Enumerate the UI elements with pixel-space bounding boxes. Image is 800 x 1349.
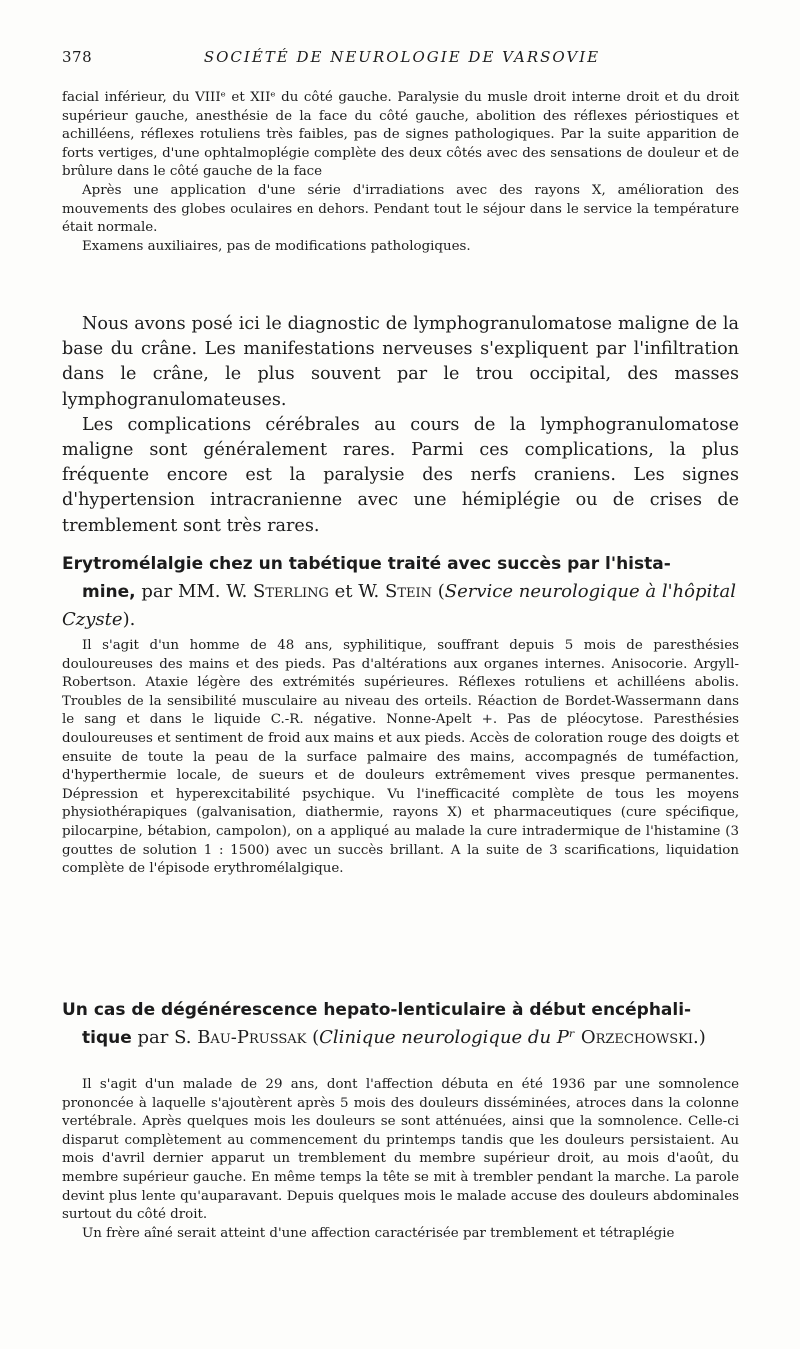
article2-service: Clinique neurologique du Pʳ: [319, 1027, 581, 1048]
article1-author-1: Sterling: [253, 581, 329, 602]
discussion: [62, 312, 739, 539]
article2-title-tail: tique: [82, 1028, 132, 1048]
article1-title-tail: mine,: [82, 582, 136, 602]
article2-title-main: Un cas de dégénérescence hepato-lenticulaire à début encéphali-: [62, 1000, 692, 1020]
article2-paragraph: Un frère aîné serait atteint d'une affection caractérisée par tremblement et tétraplégie: [82, 1225, 675, 1241]
article1-paragraph: Il s'agit d'un homme de 48 ans, syphilitique, souffrant depuis 5 mois de paresthésies douloureuses des mains et des pieds. Pas d'altérations aux organes internes. Anisocorie. Argyll-Robertson. Ataxie légère des extrémités supérieures. Réflexes rotuliens et achilléens abolis. Troubles de la sensibilité musculaire au niveau des orteils. Réaction de Bordet-Wassermann dans le sang et dans le liquide C.-R. négative. Nonne-Apelt +. Pas de pléocytose. Paresthésies douloureuses et sentiment de froid aux mains et aux pieds. Accès de coloration rouge des doigts et ensuite de toute la peau de la surface palmaire des mains, accompagnés de tuméfaction, d'hyperthermie locale, de sueurs et de douleurs extrêmement vives presque permanentes. Dépression et hyperexcitabilité psychique. Vu l'inefficacité complète de tous les moyens physiothérapiques (galvanisation, diathermie, rayons X) et pharmaceutiques (cure spécifique, pilocarpine, bétabion, campolon), on a appliqué au malade la cure intradermique de l'histamine (3 gouttes de solution 1 : 1500) avec un succès brillant. A la suite de 3 scarifications, liquidation complète de l'épisode erythromélalgique.: [62, 638, 739, 877]
article2-title: Un cas de dégénérescence hepato-lenticulaire à début encéphali- tique par S. Bau-Prussak (Clinique neurologique du Pʳ Orzechowski.): [62, 1000, 706, 1048]
discussion-paragraph: Nous avons posé ici le diagnostic de lymphogranulomatose maligne de la base du crâne. Les manifestations nerveuses s'expliquent par l'infiltration dans le crâne, le plus souvent par le trou occipital, des masses lymphogranulomateuses.: [62, 314, 739, 410]
article2-author: Bau-Prussak: [197, 1027, 307, 1048]
discussion-paragraph: Les complications cérébrales au cours de la lymphogranulomatose maligne sont généralement rares. Parmi ces complications, la plus fréquente encore est la paralysie des nerfs craniens. Les signes d'hypertension intracranienne avec une hémiplégie ou de crises de tremblement sont très rares.: [62, 414, 739, 536]
article1-title: Erytromélalgie chez un tabétique traité avec succès par l'hista- mine, par MM. W. Sterling et W. Stein (Service neurologique à l'hôpital Czyste).: [62, 554, 736, 630]
article2-paragraph: Il s'agit d'un malade de 29 ans, dont l'affection débuta en été 1936 par une somnolence prononcée à laquelle s'ajoutèrent après 5 mois des douleurs disséminées, atroces dans la colonne vertébrale. Après quelques mois les douleurs se sont atténuées, ainsi que la somnolence. Celle-ci disparut complètement au commencement du printemps tandis que les douleurs persistaient. Au mois d'avril dernier apparut un tremblement du membre supérieur droit, au mois d'août, du membre supérieur gauche. En même temps la tête se mit à trembler pendant la marche. La parole devint plus lente qu'auparavant. Depuis quelques mois le malade accuse des douleurs abdominales surtout du côté droit.: [62, 1077, 739, 1223]
case-continuation: [62, 89, 739, 256]
page-header: [62, 48, 742, 72]
article1-body: [62, 637, 739, 879]
article1-author-2: Stein: [385, 581, 433, 602]
continuation-paragraph: Examens auxiliaires, pas de modifications pathologiques.: [82, 238, 471, 254]
running-title: SOCIÉTÉ DE NEUROLOGIE DE VARSOVIE: [203, 48, 601, 66]
continuation-paragraph: facial inférieur, du VIIIᵉ et XIIᵉ du côté gauche. Paralysie du musle droit interne droit et du droit supérieur gauche, anesthésie de la face du côté gauche, abolition des réflexes périostiques et achilléens, réflexes rotuliens très faibles, pas de signes pathologiques. Par la suite apparition de forts vertiges, d'une ophtalmoplégie complète des deux côtés avec des sensations de douleur et de brûlure dans le côté gauche de la face: [62, 90, 739, 180]
article2-chief: Orzechowski: [580, 1027, 693, 1048]
article1-title-main: Erytromélalgie chez un tabétique traité avec succès par l'hista-: [62, 554, 671, 574]
article1-service: Service neurologique à l'hôpital Czyste: [62, 581, 736, 630]
page-number: 378: [62, 48, 93, 66]
continuation-paragraph: Après une application d'une série d'irradiations avec des rayons X, amélioration des mouvements des globes oculaires en dehors. Pendant tout le séjour dans le service la température était normale.: [62, 182, 739, 236]
article2-body: [62, 1076, 739, 1243]
